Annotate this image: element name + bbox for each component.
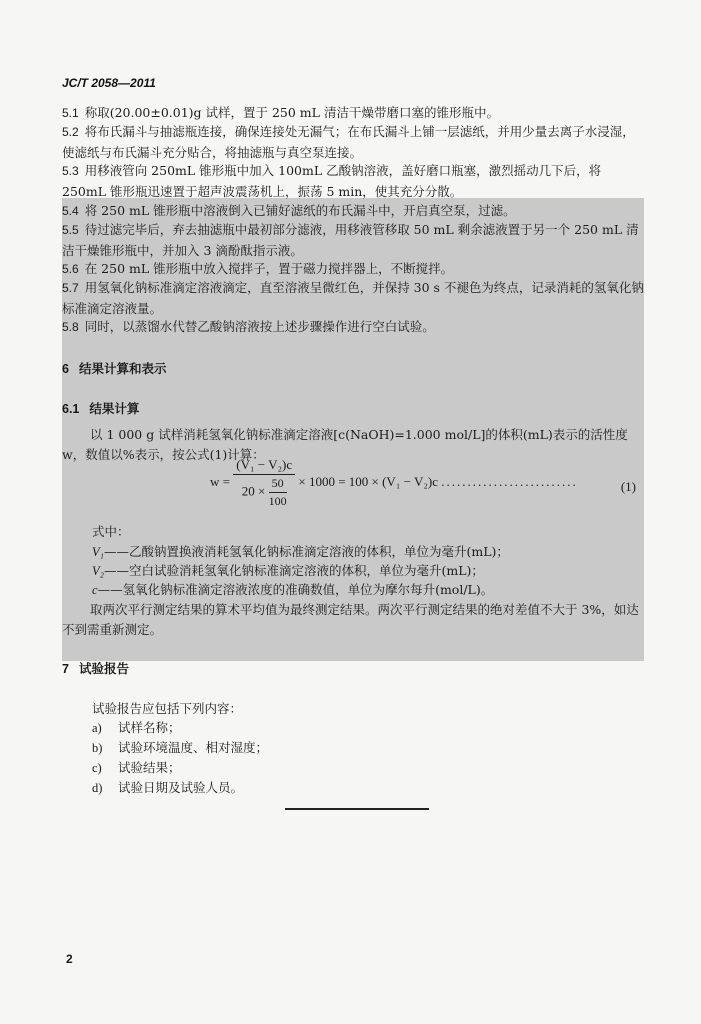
step-text: 用移液管向 250mL 锥形瓶中加入 100mL 乙酸钠溶液，盖好磨口瓶塞，激烈摇动几下后，将 250mL 锥形瓶迅速置于超声波震荡机上，振荡 5 min，使其充分分散。	[62, 163, 602, 199]
section-number: 6	[62, 362, 69, 376]
step-5-3	[62, 161, 644, 201]
formula-rhs: × 1000 = 100 × (V₁ − V₂)c	[298, 473, 438, 489]
calculation-intro: 以 1 000 g 试样消耗氢氧化钠标准滴定溶液[c(NaOH)=1.000 mol/L]的体积(mL)表示的活性度 w，数值以%表示，按公式(1)计算：	[62, 427, 628, 462]
variable-description: ——空白试验消耗氢氧化钠标准滴定溶液的体积，单位为毫升(mL)；	[103, 563, 484, 578]
step-text: 将 250 mL 锥形瓶中溶液倒入已铺好滤纸的布氏漏斗中，开启真空泵，过滤。	[84, 203, 516, 218]
section-title: 结果计算	[89, 401, 140, 416]
step-5-2	[62, 122, 644, 162]
list-marker: d)	[92, 781, 103, 795]
step-text: 用氢氧化钠标准滴定溶液滴定，直至溶液呈微红色，并保持 30 s 不褪色为终点，记录消耗的氢氧化钠标准滴定溶液量。	[62, 280, 644, 316]
list-marker: a)	[92, 721, 102, 735]
step-number: 5.3	[62, 164, 79, 178]
step-number: 5.5	[62, 223, 79, 237]
step-number: 5.6	[62, 262, 79, 276]
variable-c	[92, 580, 493, 600]
step-text: 将布氏漏斗与抽滤瓶连接，确保连接处无漏气；在布氏漏斗上铺一层滤纸，并用少量去离子水浸湿，使滤纸与布氏漏斗充分贴合，将抽滤瓶与真空泵连接。	[62, 124, 635, 160]
step-5-8	[62, 317, 644, 338]
formula-1	[210, 457, 640, 523]
list-text: 试样名称；	[118, 720, 181, 735]
step-number: 5.2	[62, 125, 79, 139]
equation-number: (1)	[620, 479, 636, 494]
section-number: 7	[62, 662, 69, 676]
formula-lhs: w =	[210, 473, 230, 489]
section-6-1-heading	[62, 399, 139, 417]
step-5-4	[62, 201, 644, 222]
result-note: 取两次平行测定结果的算术平均值为最终测定结果。两次平行测定结果的绝对差值不大于 3%，如达不到需重新测定。	[62, 602, 639, 637]
section-number: 6.1	[62, 402, 80, 416]
report-items-list	[92, 718, 268, 798]
variable-description: ——氢氧化钠标准滴定溶液浓度的准确数值，单位为摩尔每升(mol/L)。	[97, 582, 494, 597]
variable-symbol: V₂	[92, 564, 104, 578]
step-5-1	[62, 103, 644, 124]
step-text: 待过滤完毕后，弃去抽滤瓶中最初部分滤液，用移液管移取 50 mL 剩余滤液置于另一个 250 mL 清洁干燥锥形瓶中，并加入 3 滴酚酞指示液。	[62, 222, 639, 258]
step-number: 5.7	[62, 281, 79, 295]
step-number: 5.8	[62, 320, 79, 334]
section-title: 结果计算和表示	[78, 361, 167, 376]
variable-symbol: V₁	[92, 545, 104, 559]
step-5-7	[62, 278, 644, 318]
variable-v1	[92, 542, 509, 562]
section-6-heading	[62, 359, 166, 377]
step-text: 同时，以蒸馏水代替乙酸钠溶液按上述步骤操作进行空白试验。	[84, 319, 435, 334]
step-text: 在 250 mL 锥形瓶中放入搅拌子，置于磁力搅拌器上，不断搅拌。	[84, 261, 454, 276]
list-item	[92, 758, 268, 778]
page-number: 2	[66, 952, 73, 966]
list-item	[92, 738, 268, 758]
variable-description: ——乙酸钠置换液消耗氢氧化钠标准滴定溶液的体积，单位为毫升(mL)；	[103, 544, 509, 559]
list-text: 试验环境温度、相对湿度；	[118, 740, 269, 755]
list-item	[92, 778, 268, 798]
fraction-denominator	[242, 475, 287, 509]
step-5-6	[62, 259, 644, 280]
end-of-document-rule	[285, 808, 429, 810]
document-code-header: JC/T 2058—2011	[62, 76, 156, 90]
step-number: 5.1	[62, 106, 79, 120]
list-text: 试验结果；	[118, 760, 181, 775]
inner-fraction	[269, 476, 287, 509]
variable-v2	[92, 561, 484, 581]
inner-numerator: 50	[269, 476, 287, 493]
section-7-heading	[62, 659, 129, 677]
step-5-5	[62, 220, 644, 260]
report-intro: 试验报告应包括下列内容：	[92, 701, 243, 716]
denominator-prefix: 20 ×	[241, 483, 266, 499]
variable-symbol: c	[92, 583, 98, 597]
leader-dots: ..........................	[441, 473, 578, 489]
fraction-numerator: (V₁ − V₂)c	[233, 457, 295, 475]
section-title: 试验报告	[78, 661, 129, 676]
where-label: 式中：	[92, 524, 130, 539]
list-marker: c)	[92, 761, 102, 775]
main-fraction	[233, 457, 295, 509]
list-item	[92, 718, 268, 738]
step-text: 称取(20.00±0.01)g 试样，置于 250 mL 清洁干燥带磨口塞的锥形瓶中。	[84, 105, 499, 120]
list-marker: b)	[92, 741, 103, 755]
inner-denominator: 100	[268, 494, 287, 508]
step-number: 5.4	[62, 204, 79, 218]
list-text: 试验日期及试验人员。	[118, 780, 244, 795]
